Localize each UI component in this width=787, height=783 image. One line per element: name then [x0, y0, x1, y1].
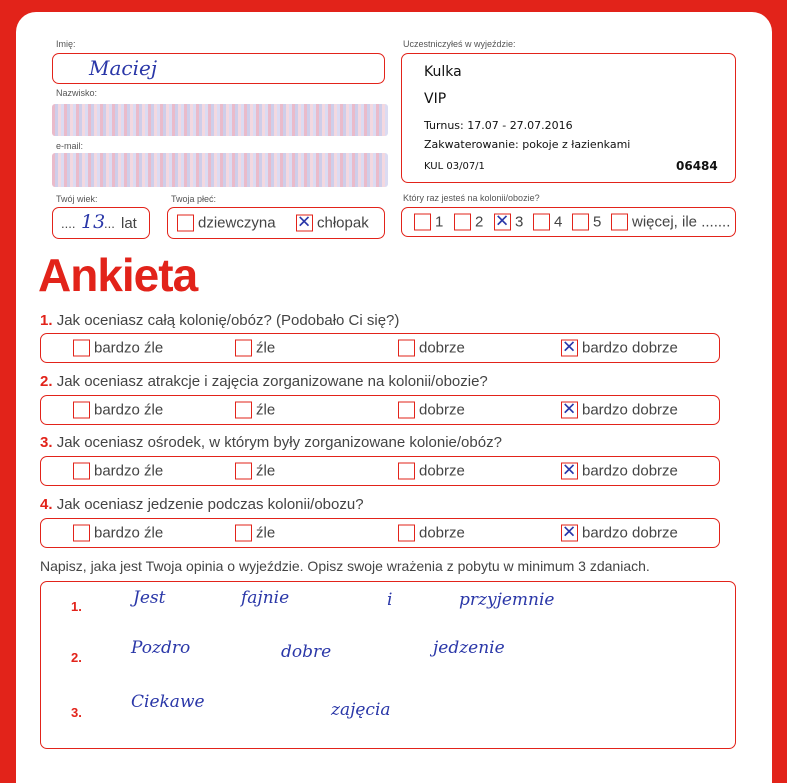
times-4-label: 4	[554, 213, 563, 231]
question-1-text: Jak oceniasz całą kolonię/obóz? (Podobało Ci się?)	[56, 312, 400, 329]
times-1-label: 1	[435, 213, 444, 231]
opinion-box[interactable]	[40, 581, 736, 749]
trip-turnus	[424, 119, 573, 132]
q1-good-checkbox[interactable]	[398, 340, 415, 357]
q1-very-bad-label: bardzo źle	[94, 339, 164, 357]
question-1	[40, 312, 399, 329]
question-2-text: Jak oceniasz atrakcje i zajęcia zorganizowane na kolonii/obozie?	[56, 373, 488, 390]
email-redacted	[52, 153, 388, 187]
times-more-label: więcej, ile .......	[632, 213, 731, 231]
q2-option-very-bad[interactable]	[73, 402, 163, 419]
times-option-more[interactable]	[611, 214, 730, 231]
q1-good-label: dobrze	[419, 339, 465, 357]
answer-row-3	[40, 456, 720, 486]
gender-field	[167, 207, 385, 239]
q4-option-very-good[interactable]	[561, 525, 678, 542]
q4-bad-label: źle	[256, 524, 276, 542]
q4-very-bad-checkbox[interactable]	[73, 525, 90, 542]
question-1-number: 1.	[40, 312, 53, 329]
q3-good-checkbox[interactable]	[398, 463, 415, 480]
q3-very-good-checkbox[interactable]	[561, 463, 578, 480]
q2-bad-label: źle	[256, 401, 276, 419]
q2-good-checkbox[interactable]	[398, 402, 415, 419]
opinion-line-1-number: 1.	[71, 599, 82, 614]
q1-very-bad-checkbox[interactable]	[73, 340, 90, 357]
q4-very-good-checkbox[interactable]	[561, 525, 578, 542]
q1-option-bad[interactable]	[235, 340, 275, 357]
opinion-line-1-word-1: Jest	[133, 588, 166, 608]
times-option-5[interactable]	[572, 214, 601, 231]
answer-row-1	[40, 333, 720, 363]
trip-turnus-value: 17.07 - 27.07.2016	[467, 119, 573, 132]
age-label: Twój wiek:	[56, 194, 98, 204]
q4-option-good[interactable]	[398, 525, 465, 542]
gender-boy-checkbox[interactable]	[296, 215, 313, 232]
q3-option-bad[interactable]	[235, 463, 275, 480]
gender-option-boy[interactable]	[296, 215, 369, 232]
q3-bad-label: źle	[256, 462, 276, 480]
opinion-line-2-word-3: jedzenie	[433, 638, 505, 658]
q1-bad-label: źle	[256, 339, 276, 357]
name-label: Imię:	[56, 39, 76, 49]
q3-very-bad-label: bardzo źle	[94, 462, 164, 480]
q2-very-good-label: bardzo dobrze	[582, 401, 678, 419]
question-4-number: 4.	[40, 496, 53, 513]
q1-option-very-bad[interactable]	[73, 340, 163, 357]
q2-option-very-good[interactable]	[561, 402, 678, 419]
opinion-line-1-word-4: przyjemnie	[459, 590, 555, 610]
q1-option-good[interactable]	[398, 340, 465, 357]
q4-very-bad-label: bardzo źle	[94, 524, 164, 542]
trip-code: KUL 03/07/1	[424, 161, 485, 172]
survey-title: Ankieta	[38, 249, 198, 301]
q2-very-bad-checkbox[interactable]	[73, 402, 90, 419]
opinion-line-2-word-2: dobre	[281, 642, 332, 662]
q4-very-good-label: bardzo dobrze	[582, 524, 678, 542]
trip-turnus-label: Turnus:	[424, 119, 464, 132]
question-3-text: Jak oceniasz ośrodek, w którym były zorganizowane kolonie/obóz?	[56, 434, 502, 451]
q2-very-good-checkbox[interactable]	[561, 402, 578, 419]
name-value: Maciej	[89, 56, 158, 80]
age-dots-right: ...	[104, 216, 115, 231]
q2-good-label: dobrze	[419, 401, 465, 419]
question-4-text: Jak oceniasz jedzenie podczas kolonii/obozu?	[56, 496, 364, 513]
trip-accommodation	[424, 138, 630, 151]
trip-number: 06484	[676, 159, 718, 173]
q3-good-label: dobrze	[419, 462, 465, 480]
times-3-checkbox[interactable]	[494, 214, 511, 231]
opinion-line-1-word-3: i	[387, 590, 393, 610]
q4-option-very-bad[interactable]	[73, 525, 163, 542]
times-field	[401, 207, 736, 237]
q3-option-very-good[interactable]	[561, 463, 678, 480]
opinion-line-2-number: 2.	[71, 650, 82, 665]
q1-very-good-label: bardzo dobrze	[582, 339, 678, 357]
times-label: Który raz jesteś na kolonii/obozie?	[403, 193, 540, 203]
times-option-4[interactable]	[533, 214, 562, 231]
times-5-checkbox[interactable]	[572, 214, 589, 231]
q3-option-good[interactable]	[398, 463, 465, 480]
times-option-1[interactable]	[414, 214, 443, 231]
surname-redacted	[52, 104, 388, 136]
gender-boy-label: chłopak	[317, 214, 369, 232]
q3-very-bad-checkbox[interactable]	[73, 463, 90, 480]
times-2-label: 2	[475, 213, 484, 231]
q4-bad-checkbox[interactable]	[235, 525, 252, 542]
email-label: e-mail:	[56, 141, 84, 151]
trip-accommodation-value: pokoje z łazienkami	[522, 138, 631, 151]
trip-accommodation-label: Zakwaterowanie:	[424, 138, 519, 151]
q4-good-checkbox[interactable]	[398, 525, 415, 542]
name-field[interactable]	[52, 53, 385, 84]
age-unit: lat	[121, 215, 137, 232]
q4-option-bad[interactable]	[235, 525, 275, 542]
q3-very-good-label: bardzo dobrze	[582, 462, 678, 480]
surname-label: Nazwisko:	[56, 88, 98, 98]
times-3-label: 3	[515, 213, 524, 231]
opinion-line-3-number: 3.	[71, 705, 82, 720]
opinion-line-1-word-2: fajnie	[241, 588, 290, 608]
trip-info-box	[401, 53, 736, 183]
opinion-line-2-word-1: Pozdro	[131, 638, 191, 658]
gender-girl-label: dziewczyna	[198, 214, 276, 232]
times-1-checkbox[interactable]	[414, 214, 431, 231]
age-value: 13	[81, 211, 106, 233]
opinion-line-3-word-1: Ciekawe	[131, 692, 205, 712]
question-3	[40, 434, 502, 451]
question-2	[40, 373, 488, 390]
trip-camp-name: Kulka	[424, 64, 462, 80]
q2-option-bad[interactable]	[235, 402, 275, 419]
q1-very-good-checkbox[interactable]	[561, 340, 578, 357]
question-2-number: 2.	[40, 373, 53, 390]
q3-bad-checkbox[interactable]	[235, 463, 252, 480]
gender-option-girl[interactable]	[177, 215, 276, 232]
q2-option-good[interactable]	[398, 402, 465, 419]
times-5-label: 5	[593, 213, 602, 231]
times-option-2[interactable]	[454, 214, 483, 231]
q3-option-very-bad[interactable]	[73, 463, 163, 480]
q1-option-very-good[interactable]	[561, 340, 678, 357]
age-field[interactable]	[52, 207, 150, 239]
trip-package: VIP	[424, 91, 447, 107]
question-4	[40, 496, 364, 513]
q1-bad-checkbox[interactable]	[235, 340, 252, 357]
gender-girl-checkbox[interactable]	[177, 215, 194, 232]
answer-row-4	[40, 518, 720, 548]
answer-row-2	[40, 395, 720, 425]
opinion-line-3-word-2: zajęcia	[331, 700, 391, 720]
q2-very-bad-label: bardzo źle	[94, 401, 164, 419]
question-3-number: 3.	[40, 434, 53, 451]
times-option-3[interactable]	[494, 214, 523, 231]
trip-label: Uczestniczyłeś w wyjeździe:	[403, 39, 516, 49]
times-4-checkbox[interactable]	[533, 214, 550, 231]
gender-label: Twoja płeć:	[171, 194, 217, 204]
age-dots-left: ....	[61, 216, 76, 231]
times-more-checkbox[interactable]	[611, 214, 628, 231]
times-2-checkbox[interactable]	[454, 214, 471, 231]
q2-bad-checkbox[interactable]	[235, 402, 252, 419]
opinion-prompt: Napisz, jaka jest Twoja opinia o wyjeździe. Opisz swoje wrażenia z pobytu w minimum 3 zdaniach.	[40, 558, 650, 574]
q4-good-label: dobrze	[419, 524, 465, 542]
